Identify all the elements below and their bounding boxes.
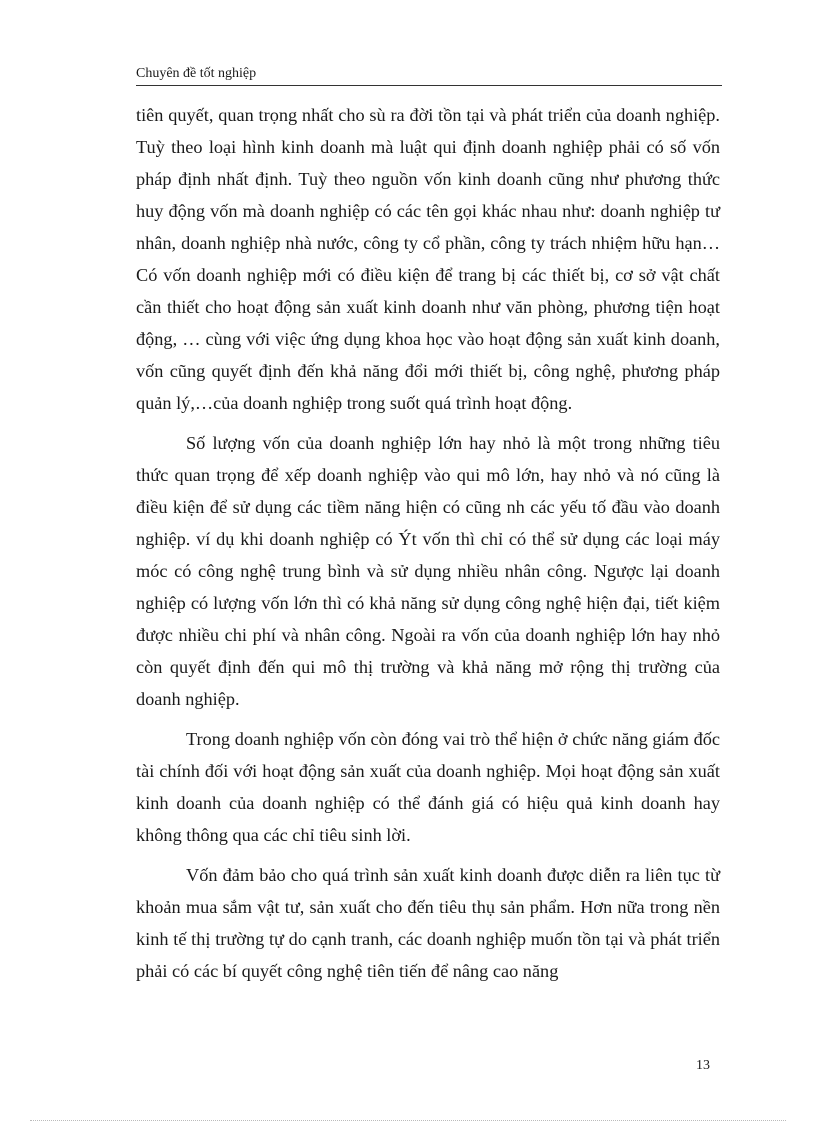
page-number: 13 (696, 1058, 710, 1073)
paragraph-1: tiên quyết, quan trọng nhất cho sù ra đời tồn tại và phát triển của doanh nghiệp. Tuỳ theo loại hình kinh doanh mà luật qui định doanh nghiệp phải có số vốn pháp định nhất định. Tuỳ theo nguồn vốn kinh doanh cũng như phương thức huy động vốn mà doanh nghiệp có các tên gọi khác nhau như: doanh nghiệp tư nhân, doanh nghiệp nhà nước, công ty cổ phần, công ty trách nhiệm hữu hạn…Có vốn doanh nghiệp mới có điều kiện để trang bị các thiết bị, cơ sở vật chất cần thiết cho hoạt động sản xuất kinh doanh như văn phòng, phương tiện hoạt động, … cùng với việc ứng dụng khoa học vào hoạt động sản xuất kinh doanh, vốn cũng quyết định đến khả năng đổi mới thiết bị, công nghệ, phương pháp quản lý,…của doanh nghiệp trong suốt quá trình hoạt động. (136, 105, 720, 413)
paragraph-2: Số lượng vốn của doanh nghiệp lớn hay nhỏ là một trong những tiêu thức quan trọng để xếp doanh nghiệp vào qui mô lớn, hay nhỏ và nó cũng là điều kiện để sử dụng các tiềm năng hiện có cũng nh các yếu tố đầu vào doanh nghiệp. ví dụ khi doanh nghiệp có Ýt vốn thì chỉ có thể sử dụng các loại máy móc có công nghệ trung bình và sử dụng nhiều nhân công. Ngược lại doanh nghiệp có lượng vốn lớn thì có khả năng sử dụng công nghệ hiện đại, tiết kiệm được nhiều chi phí và nhân công. Ngoài ra vốn của doanh nghiệp lớn hay nhỏ còn quyết định đến qui mô thị trường và khả năng mở rộng thị trường của doanh nghiệp. (136, 433, 720, 709)
page-header (136, 66, 722, 86)
page-bottom-divider (30, 1120, 786, 1121)
paragraph-4: Vốn đảm bảo cho quá trình sản xuất kinh doanh được diễn ra liên tục từ khoản mua sắm vật tư, sản xuất cho đến tiêu thụ sản phẩm. Hơn nữa trong nền kinh tế thị trường tự do cạnh tranh, các doanh nghiệp muốn tồn tại và phát triển phải có các bí quyết công nghệ tiên tiến để nâng cao năng (136, 865, 720, 981)
document-body (136, 99, 720, 995)
header-title: Chuyên đề tốt nghiệp (136, 66, 257, 81)
paragraph-3: Trong doanh nghiệp vốn còn đóng vai trò thể hiện ở chức năng giám đốc tài chính đối với hoạt động sản xuất của doanh nghiệp. Mọi hoạt động sản xuất kinh doanh của doanh nghiệp có thể đánh giá có hiệu quả kinh doanh hay không thông qua các chỉ tiêu sinh lời. (136, 729, 720, 845)
